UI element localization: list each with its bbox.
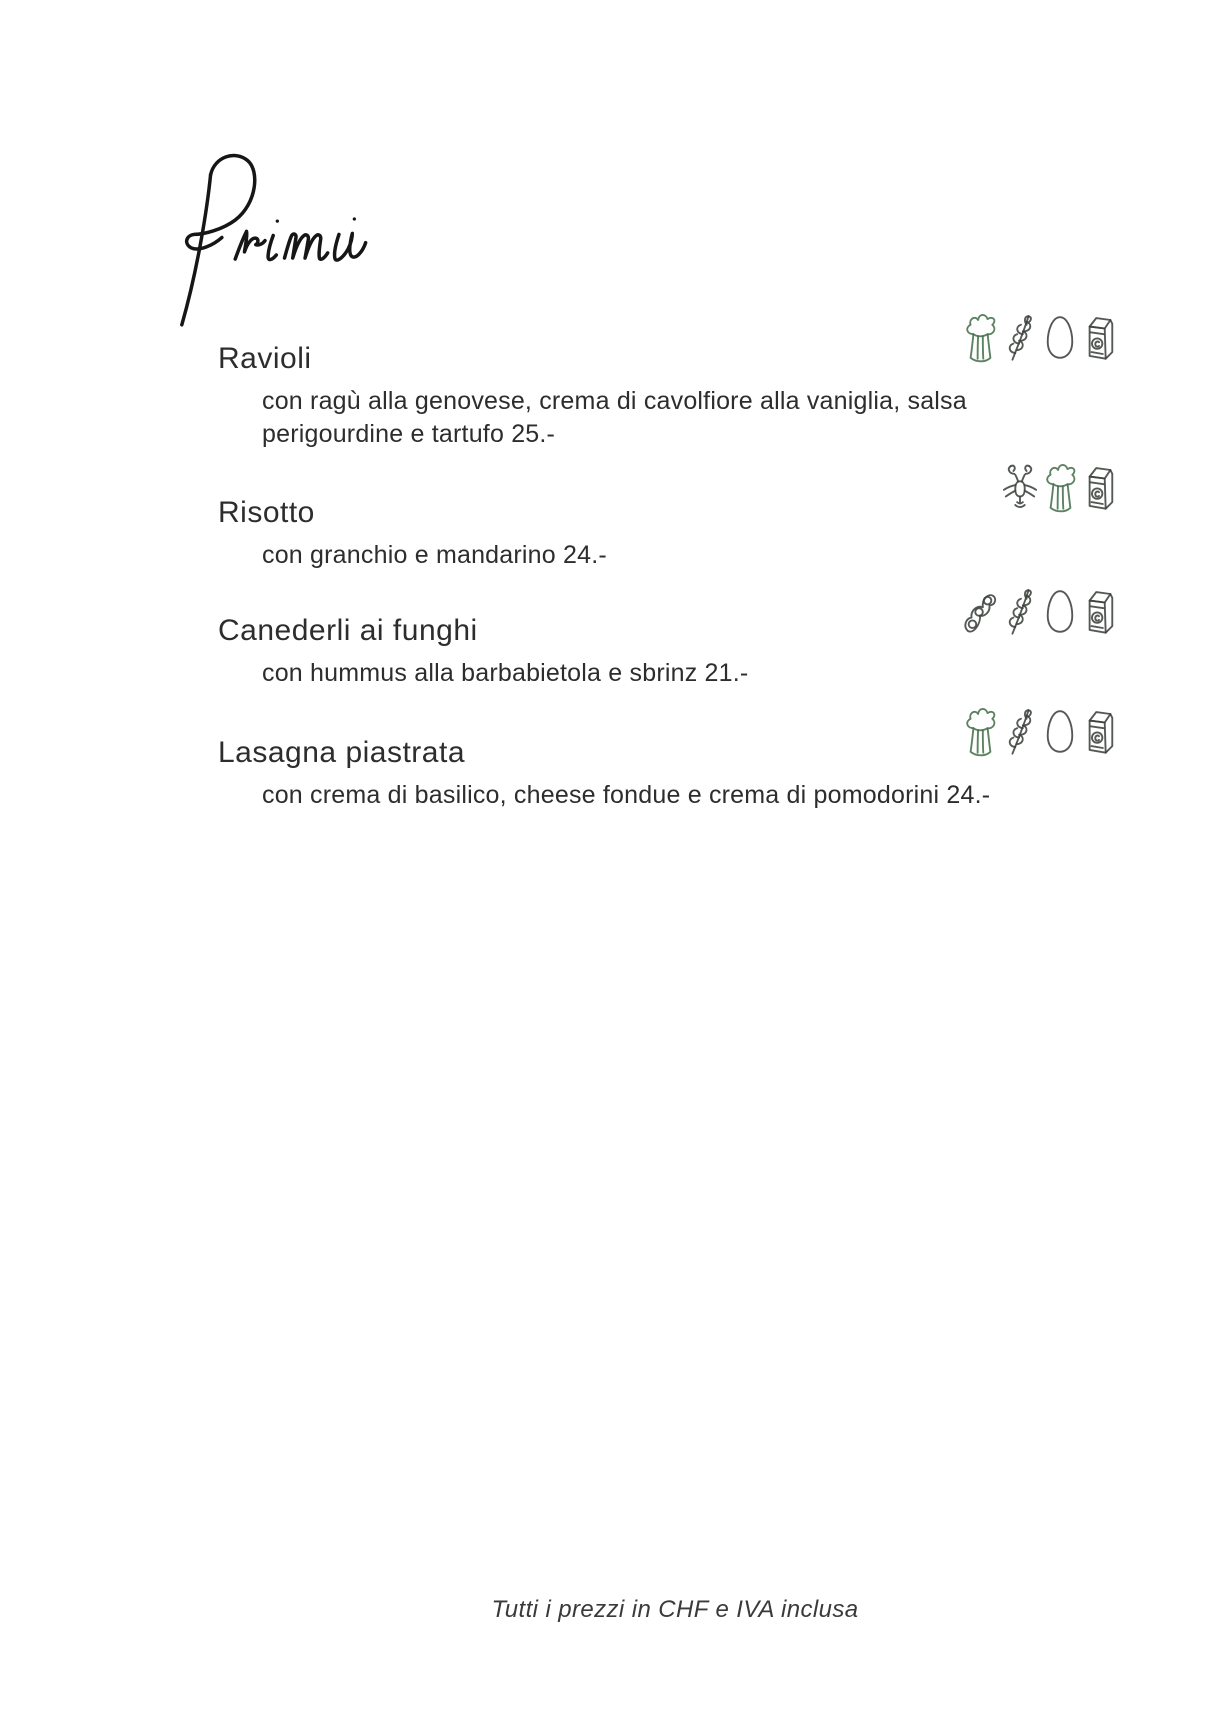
gluten-icon (1003, 584, 1037, 638)
allergen-icons (1003, 458, 1117, 514)
allergen-icons (963, 308, 1117, 364)
dish-name: Lasagna piastrata (218, 736, 466, 769)
menu-item-ravioli (218, 308, 1117, 451)
dish-name: Risotto (218, 496, 315, 529)
menu-item-risotto (218, 458, 1117, 572)
dish-description: con granchio e mandarino 24.- (262, 540, 607, 569)
menu-item-canederli (218, 582, 1117, 690)
dish-name: Canederli ai funghi (218, 614, 478, 647)
footer-price-note: Tutti i prezzi in CHF e IVA inclusa (491, 1596, 859, 1623)
egg-icon (1043, 584, 1077, 638)
celery-icon (963, 704, 997, 758)
milk-icon (1083, 704, 1117, 758)
milk-icon (1083, 310, 1117, 364)
dish-description: con hummus alla barbabietola e sbrinz 21.- (262, 658, 749, 687)
egg-icon (1043, 310, 1077, 364)
celery-icon (963, 310, 997, 364)
gluten-icon (1003, 310, 1037, 364)
primi-script-icon (150, 142, 380, 332)
allergen-icons (963, 582, 1117, 638)
dish-name: Ravioli (218, 342, 312, 375)
gluten-icon (1003, 704, 1037, 758)
egg-icon (1043, 704, 1077, 758)
dish-description: con ragù alla genovese, crema di cavolfiore alla vaniglia, salsa perigourdine e tartufo 25.- (262, 386, 967, 448)
celery-icon (1043, 460, 1077, 514)
menu-item-lasagna (218, 702, 1117, 812)
allergen-icons (963, 702, 1117, 758)
section-title-primi (150, 142, 380, 332)
soy-icon (963, 584, 997, 638)
dish-description: con crema di basilico, cheese fondue e crema di pomodorini 24.- (262, 780, 991, 809)
milk-icon (1083, 460, 1117, 514)
crustaceans-icon (1003, 460, 1037, 514)
milk-icon (1083, 584, 1117, 638)
